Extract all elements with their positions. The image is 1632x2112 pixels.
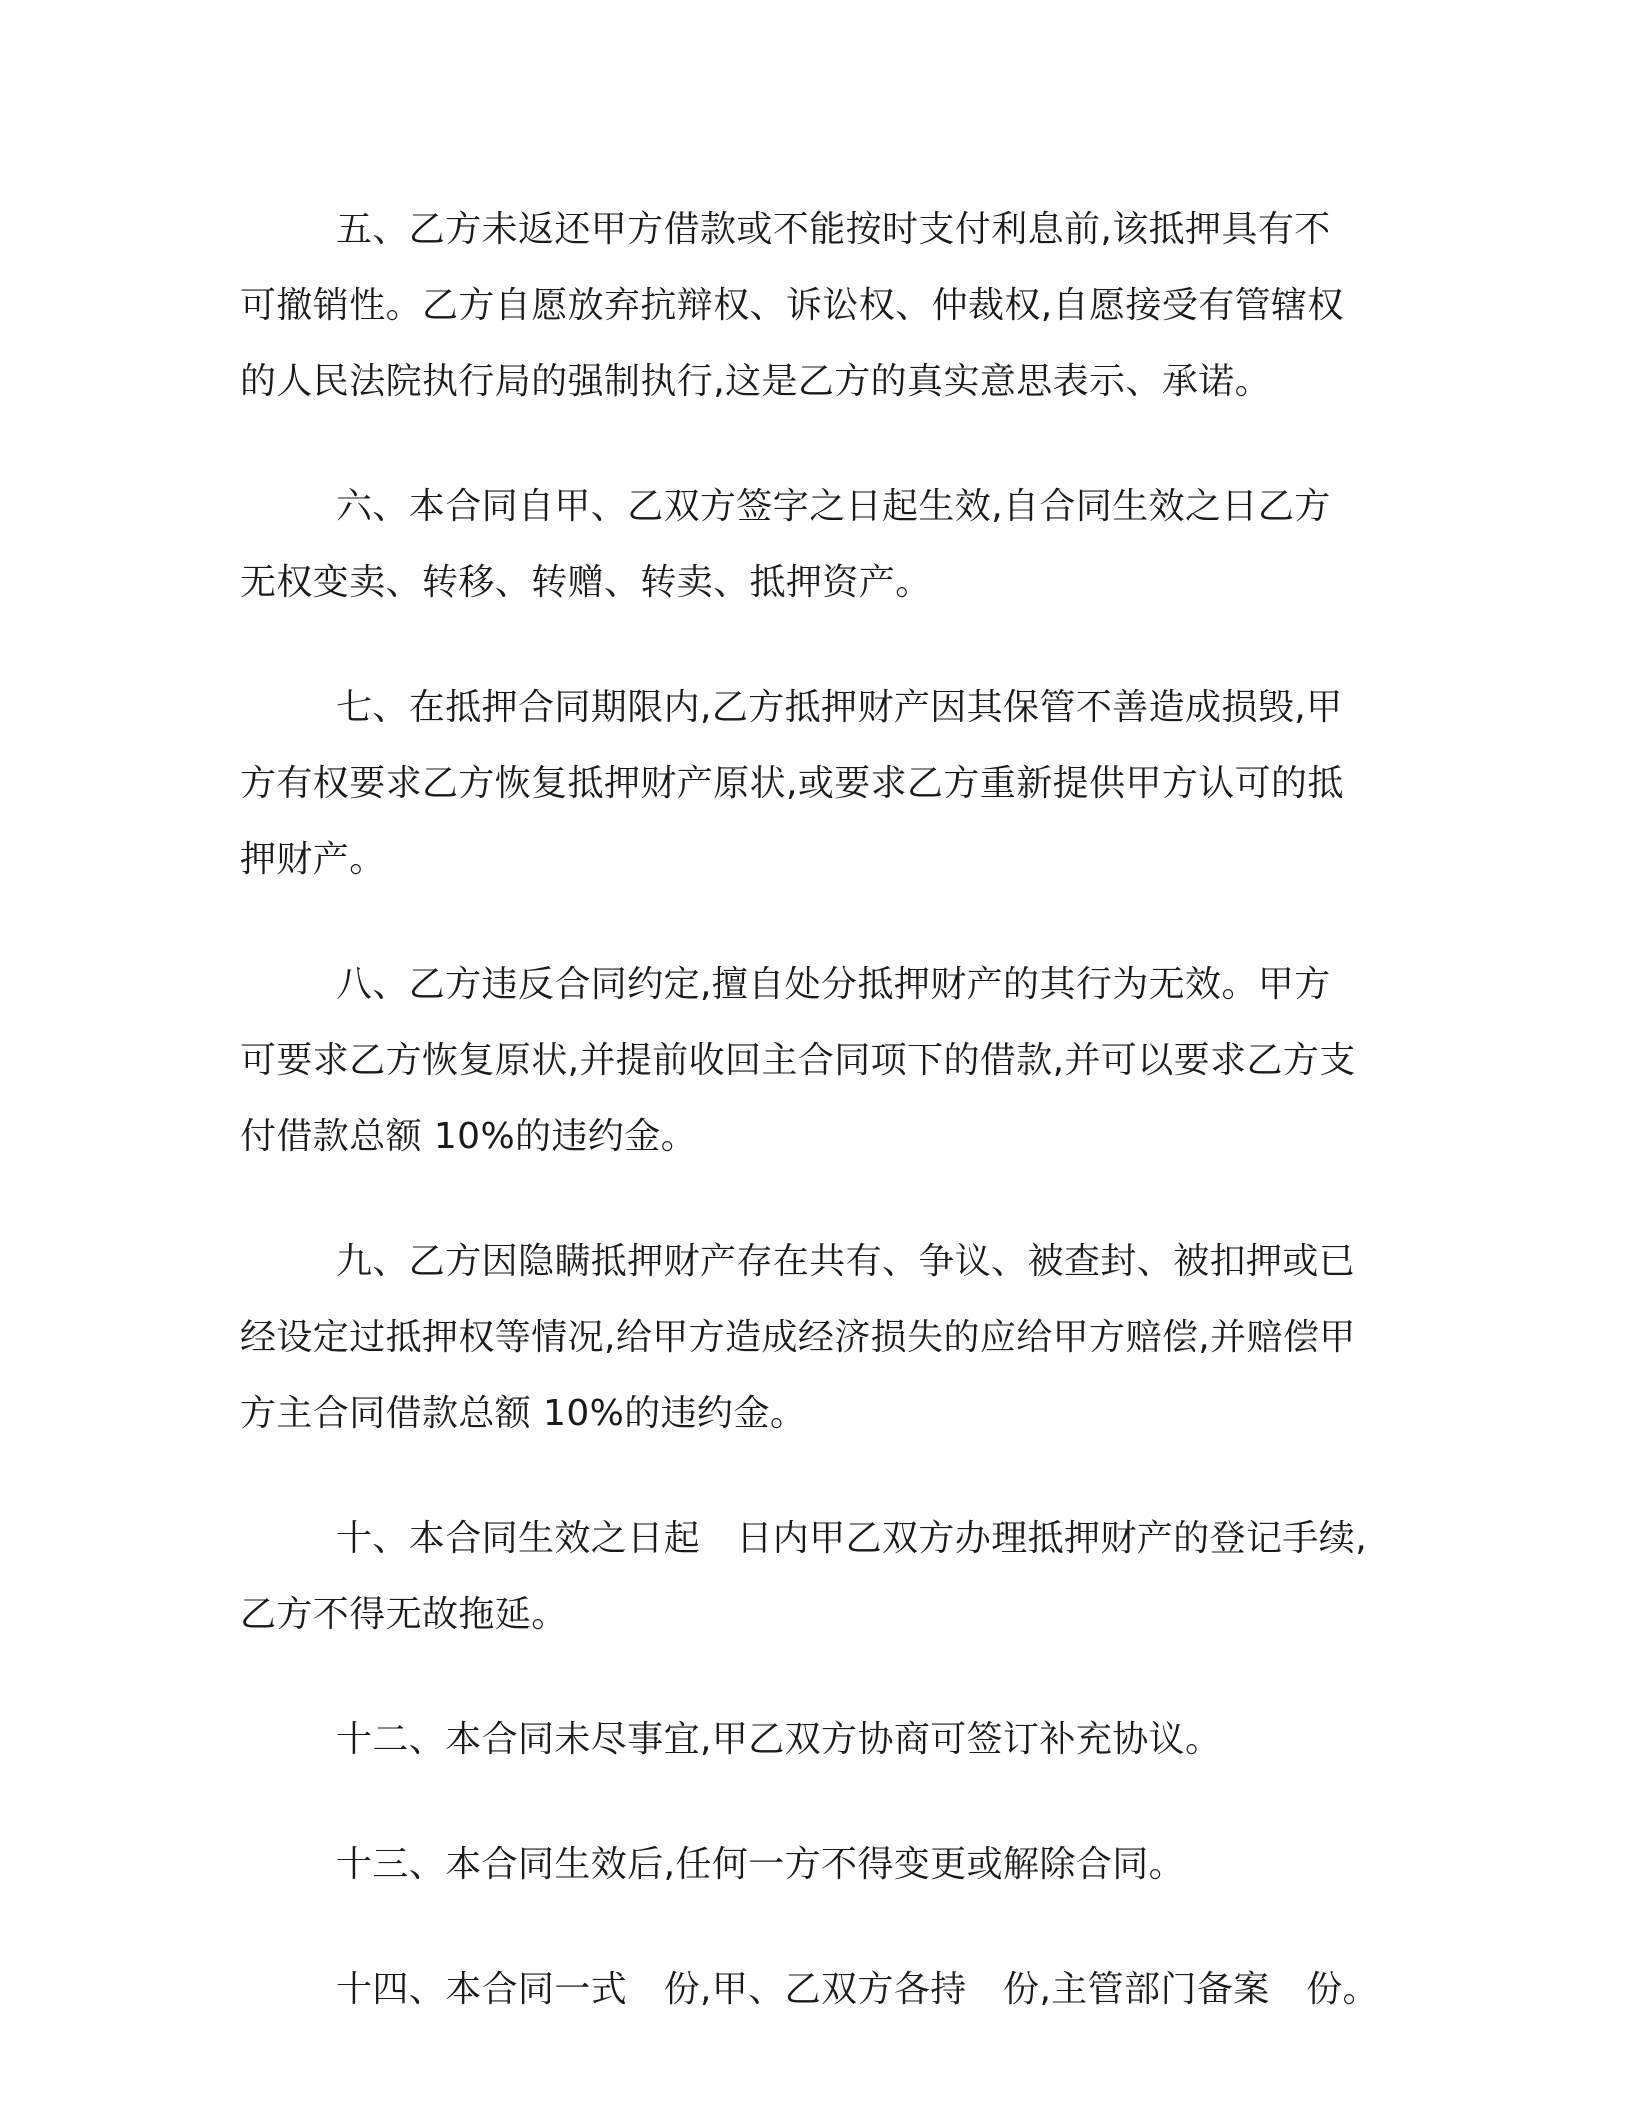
contract-page [240,192,1379,2077]
clause-9 [240,1224,1370,1452]
clause-7 [240,670,1370,898]
clause-line: 十三、本合同生效后,任何一方不得变更或解除合同。 [336,1844,1186,1885]
clause-line: 五、乙方未返还甲方借款或不能按时支付利息前,该抵押具有不 [336,209,1331,250]
clause-line: 可撤销性。乙方自愿放弃抗辩权、诉讼权、仲裁权,自愿接受有管辖权 [240,285,1344,326]
clause-line: 的人民法院执行局的强制执行,这是乙方的真实意思表示、承诺。 [240,361,1272,402]
clause-12 [240,1702,1370,1778]
clause-line: 八、乙方违反合同约定,擅自处分抵押财产的其行为无效。甲方 [336,964,1331,1005]
clause-line: 可要求乙方恢复原状,并提前收回主合同项下的借款,并可以要求乙方支 [240,1040,1356,1081]
clause-6 [240,469,1370,621]
clause-line: 七、在抵押合同期限内,乙方抵押财产因其保管不善造成损毁,甲 [336,687,1343,728]
clause-line: 付借款总额 10%的违约金。 [240,1116,698,1157]
clause-line: 十四、本合同一式 份,甲、乙双方各持 份,主管部门备案 份。 [336,1969,1379,2010]
clause-line: 方有权要求乙方恢复抵押财产原状,或要求乙方重新提供甲方认可的抵 [240,763,1344,804]
clause-8 [240,947,1370,1175]
clause-line: 十、本合同生效之日起 日内甲乙双方办理抵押财产的登记手续, [336,1518,1368,1559]
clause-line: 六、本合同自甲、乙双方签字之日起生效,自合同生效之日乙方 [336,486,1331,527]
clause-14 [240,1952,1379,2028]
clause-line: 乙方不得无故拖延。 [240,1594,568,1635]
clause-line: 无权变卖、转移、转赠、转卖、抵押资产。 [240,562,932,603]
clause-line: 方主合同借款总额 10%的违约金。 [240,1393,807,1434]
clause-10 [240,1501,1370,1653]
clause-line: 十二、本合同未尽事宜,甲乙双方协商可签订补充协议。 [336,1719,1222,1760]
clause-line: 九、乙方因隐瞒抵押财产存在共有、争议、被查封、被扣押或已 [336,1241,1356,1282]
clause-13 [240,1827,1370,1903]
clause-5 [240,192,1370,420]
clause-line: 押财产。 [240,839,386,880]
clause-line: 经设定过抵押权等情况,给甲方造成经济损失的应给甲方赔偿,并赔偿甲 [240,1317,1356,1358]
